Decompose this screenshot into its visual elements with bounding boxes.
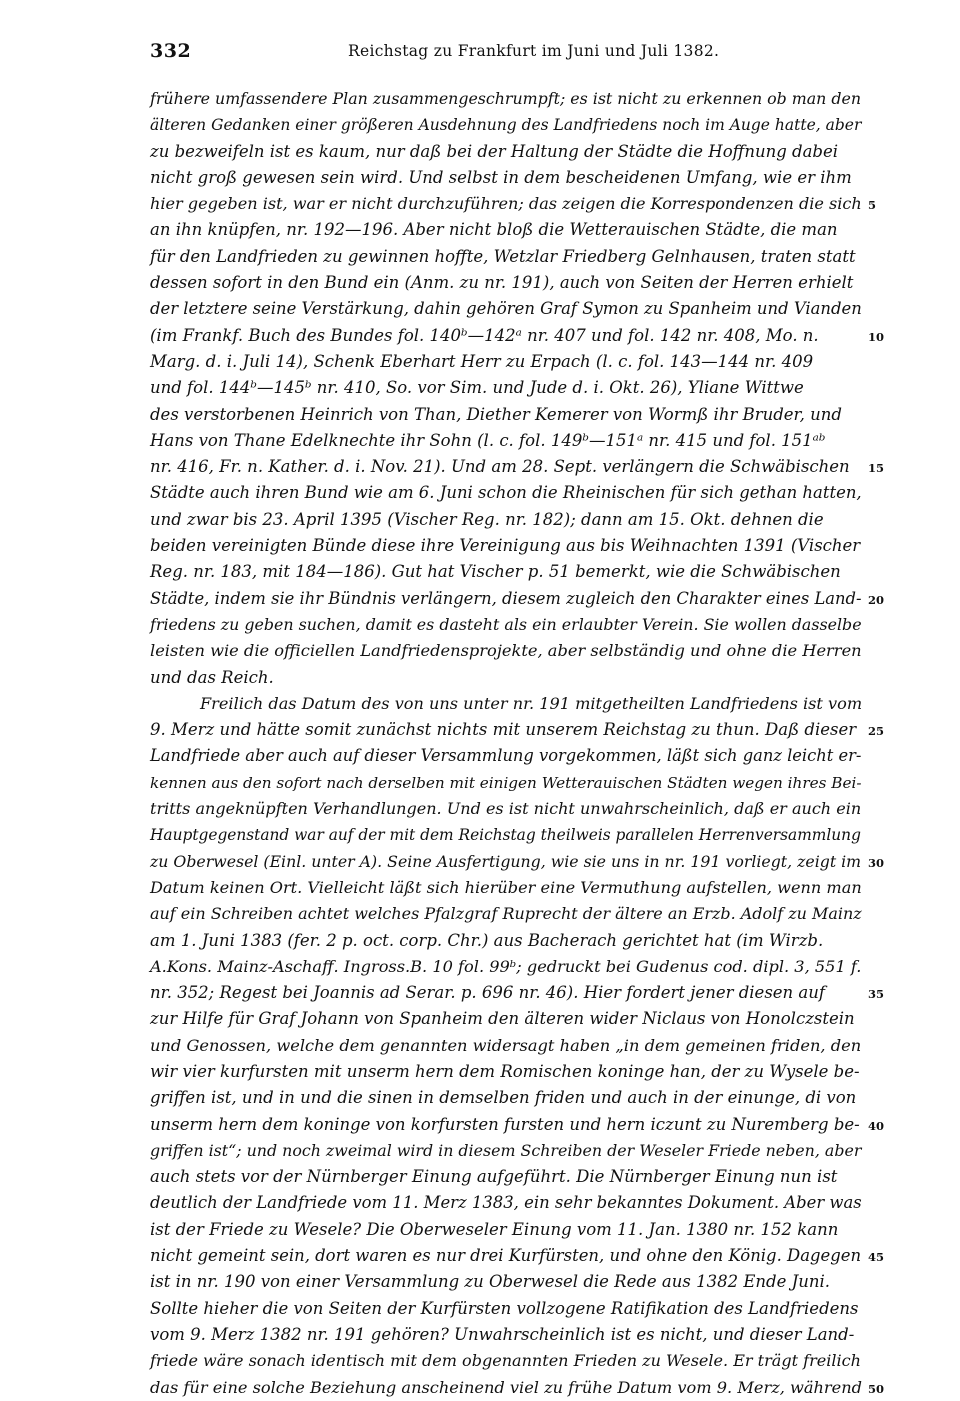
text-line: friede wäre sonach identisch mit dem obgenannten Frieden zu Wesele. Er trägt freilich [150,1351,861,1371]
text-line: und Genossen, welche dem genannten widersagt haben „in dem gemeinen friden, den [150,1035,862,1055]
text-line: friedens zu geben suchen, damit es dasteht als ein erlaubter Verein. Sie wollen dasselbe [150,614,862,634]
text-line: beiden vereinigten Bünde diese ihre Vereinigung aus bis Weihnachten 1391 (Vischer [150,536,861,556]
line-number: 25 [868,724,885,739]
text-line: unserm hern dem koninge von korfursten fursten und hern iczunt zu Nuremberg be- [150,1114,860,1134]
text-line: und fol. 144ᵇ—145ᵇ nr. 410, So. vor Sim. und Jude d. i. Okt. 26), Yliane Wittwe [150,378,804,398]
body-text [150,86,862,1401]
text-line: Hauptgegenstand war auf der mit dem Reichstag theilweis parallelen Herrenversammlung [150,826,861,845]
line-number: 10 [868,329,885,344]
text-line: nicht groß gewesen sein wird. Und selbst in dem bescheidenen Umfang, wie er ihm [150,167,852,187]
text-line: nr. 416, Fr. n. Kather. d. i. Nov. 21). Und am 28. Sept. verlängern die Schwäbischen [150,457,850,477]
text-line: auch stets vor der Nürnberger Einung aufgeführt. Die Nürnberger Einung nun ist [150,1167,838,1187]
text-line: Hans von Thane Edelknechte ihr Sohn (l. c. fol. 149ᵇ—151ᵃ nr. 415 und fol. 151ᵃᵇ [150,430,826,450]
text-line: für den Landfrieden zu gewinnen hoffte, Wetzlar Friedberg Gelnhausen, traten statt [150,246,856,266]
text-line: nr. 352; Regest bei Joannis ad Serar. p. 696 nr. 46). Hier fordert jener diesen auf [150,983,825,1003]
text-line: Reg. nr. 183, mit 184—186). Gut hat Vischer p. 51 bemerkt, wie die Schwäbischen [150,562,841,582]
text-line: nicht gemeint sein, dort waren es nur drei Kurfürsten, und ohne den König. Dagegen [150,1246,862,1266]
text-line: deutlich der Landfriede vom 11. Merz 1383, ein sehr bekanntes Dokument. Aber was [150,1193,862,1213]
line-number: 35 [868,987,885,1002]
text-line: griffen ist, und in und die sinen in demselben friden und auch in der einunge, di von [150,1088,857,1108]
text-line: frühere umfassendere Plan zusammengeschrumpft; es ist nicht zu erkennen ob man den [150,89,862,108]
text-line: Freilich das Datum des von uns unter nr. 191 mitgetheilten Landfriedens ist vom [200,693,863,713]
text-line: hier gegeben ist, war er nicht durchzuführen; das zeigen die Korrespondenzen die sich [150,194,862,214]
text-line: Sollte hieher die von Seiten der Kurfürsten vollzogene Ratifikation des Landfriedens [150,1298,859,1318]
text-line: am 1. Juni 1383 (fer. 2 p. oct. corp. Chr.) aus Bacherach gerichtet hat (im Wirzb. [150,930,824,950]
line-number: 20 [868,592,885,607]
text-line: Städte, indem sie ihr Bündnis verlängern, diesem zugleich den Charakter eines Land- [150,588,862,608]
line-number: 15 [868,461,885,476]
line-number: 50 [868,1381,885,1396]
text-line: älteren Gedanken einer größeren Ausdehnung des Landfriedens noch im Auge hatte, aber [150,116,862,135]
text-line: der letztere seine Verstärkung, dahin gehören Graf Symon zu Spanheim und Vianden [150,299,862,319]
text-line: ist in nr. 190 von einer Versammlung zu Oberwesel die Rede aus 1382 Ende Juni. [150,1272,830,1292]
text-line: des verstorbenen Heinrich von Than, Diether Kemerer von Wormß ihr Bruder, und [150,404,842,424]
text-line: und zwar bis 23. April 1395 (Vischer Reg. nr. 182); dann am 15. Okt. dehnen die [150,509,824,529]
text-line: an ihn knüpfen, nr. 192—196. Aber nicht bloß die Wetterauischen Städte, die man [150,220,838,240]
text-line: ist der Friede zu Wesele? Die Oberweseler Einung vom 11. Jan. 1380 nr. 152 kann [150,1219,839,1239]
text-line: Städte auch ihren Bund wie am 6. Juni schon die Rheinischen für sich gethan hatten, [150,483,862,503]
line-number: 40 [868,1118,885,1133]
text-line: wir vier kurfursten mit unserm hern dem Romischen koninge han, der zu Wysele be- [150,1061,860,1081]
text-line: vom 9. Merz 1382 nr. 191 gehören? Unwahrscheinlich ist es nicht, und dieser Land- [150,1324,855,1344]
text-line: und das Reich. [150,667,274,687]
text-line: das für eine solche Beziehung anscheinend viel zu frühe Datum vom 9. Merz, während [150,1377,862,1397]
line-number: 45 [868,1250,885,1265]
text-line: zur Hilfe für Graf Johann von Spanheim den älteren wider Niclaus von Honolczstein [150,1009,855,1029]
text-line: Landfriede aber auch auf dieser Versammlung vorgekommen, läßt sich ganz leicht er- [150,746,862,766]
text-line: zu Oberwesel (Einl. unter A). Seine Ausfertigung, wie sie uns in nr. 191 vorliegt, zeigt im [150,851,862,871]
text-line: (im Frankf. Buch des Bundes fol. 140ᵇ—142ᵃ nr. 407 und fol. 142 nr. 408, Mo. n. [150,325,819,345]
text-line: Marg. d. i. Juli 14), Schenk Eberhart Herr zu Erpach (l. c. fol. 143—144 nr. 409 [150,351,814,371]
text-line: 9. Merz und hätte somit zunächst nichts mit unserem Reichstag zu thun. Daß dieser [150,720,857,740]
text-line: dessen sofort in den Bund ein (Anm. zu nr. 191), auch von Seiten der Herren erhielt [150,273,854,293]
text-line: griffen ist“; und noch zweimal wird in diesem Schreiben der Weseler Friede neben, aber [150,1140,862,1160]
text-line: tritts angeknüpften Verhandlungen. Und es ist nicht unwahrscheinlich, daß er auch ein [150,799,862,819]
text-line: kennen aus den sofort nach derselben mit einigen Wetterauischen Städten wegen ihres Bei- [150,773,862,792]
page-header [150,40,862,64]
line-number: 5 [868,198,877,213]
text-line: leisten wie die officiellen Landfriedensprojekte, aber selbständig und ohne die Herren [150,641,862,661]
running-head: Reichstag zu Frankfurt im Juni und Juli 1382. [348,42,720,60]
text-line: A.Kons. Mainz-Aschaff. Ingross.B. 10 fol. 99ᵇ; gedruckt bei Gudenus cod. dipl. 3, 551 f. [150,956,862,976]
text-line: auf ein Schreiben achtet welches Pfalzgraf Ruprecht der ältere an Erzb. Adolf zu Mainz [150,904,862,924]
page-number: 332 [150,40,192,62]
text-line: zu bezweifeln ist es kaum, nur daß bei der Haltung der Städte die Hoffnung dabei [150,141,839,161]
line-number: 30 [868,855,885,870]
text-line: Datum keinen Ort. Vielleicht läßt sich hierüber eine Vermuthung aufstellen, wenn man [150,877,862,897]
